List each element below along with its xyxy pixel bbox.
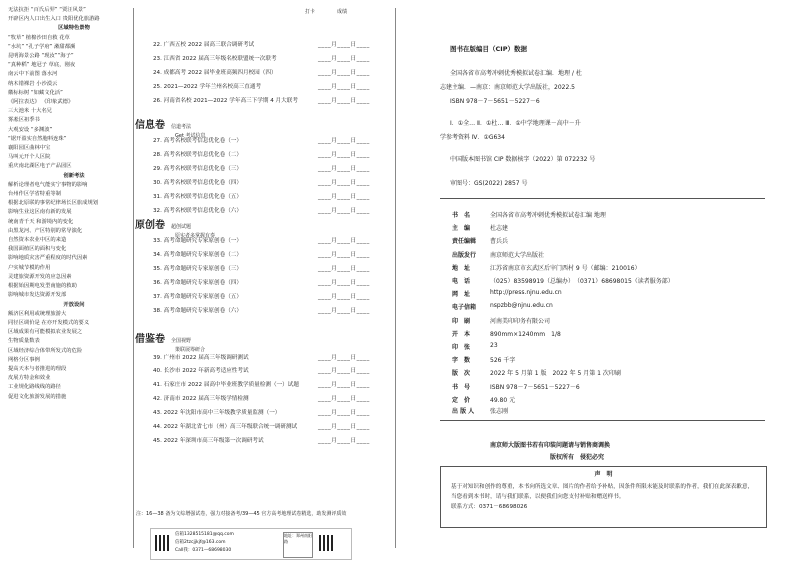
info-value: 49.80 元 xyxy=(490,396,516,404)
section-sub2: 策联展筹研合 xyxy=(175,347,206,353)
info-label: 印 刷 xyxy=(452,317,471,325)
exam-title: 32. 高考名校联考信息优化卷（六） xyxy=(153,208,242,214)
left-list-item: “真种稻” 地冠子 草底，刚夜 xyxy=(8,62,76,69)
date-blank: ____月____日____ xyxy=(318,252,370,258)
info-label: 书 号 xyxy=(452,383,471,391)
divider-line xyxy=(440,420,765,421)
left-list-item: 网格分区事例 xyxy=(8,356,40,363)
left-list-item: 台州作区学省特重等制 xyxy=(8,191,61,198)
exam-title: 38. 高考命题研究专家原创卷（六） xyxy=(153,308,242,314)
stamp: 地址：郑州南阳路 xyxy=(283,532,313,558)
info-value: （025）83598919（总编办） （0371）68698015（读者服务部） xyxy=(490,278,674,285)
left-list-item: 统南青千天 和游境内的变化 xyxy=(8,218,74,225)
left-list-item: 区域经济综合体带所发式的危险 xyxy=(8,347,83,354)
exam-row xyxy=(153,353,388,362)
date-blank: ____月____日____ xyxy=(318,208,370,214)
statement-box xyxy=(440,466,767,528)
info-label: 责任编辑 xyxy=(452,238,477,246)
left-list-item: 根据北原联的事常纪律场长区旅成规划 xyxy=(8,200,99,207)
left-list-item: 同径区调价是 在亦开发模式的要义 xyxy=(8,319,90,326)
section-sub: 全国视野 xyxy=(171,338,192,344)
exam-title: 44. 2022 年湖北省七市（州）高三年级联合统一调研测试 xyxy=(153,424,298,430)
left-list-item: 创新考法 xyxy=(63,172,85,179)
statement-contact: 联系方式：0371－68698026 xyxy=(451,504,528,510)
exam-row xyxy=(153,292,388,301)
info-value: nspzbb@njnu.edu.cn xyxy=(490,302,553,310)
statement-text: 基于对知识和创作的尊重，本书向所选文章、图片的作者给予补贴，因条件所限未能及时联系的作者，我们在此深表歉意，当您看到本书时，请与我们联系，以便我们向您支付补贴和赠送样书。 xyxy=(451,484,754,500)
left-list-item: 雾凇区祖季书 xyxy=(8,117,40,124)
info-value: 23 xyxy=(490,342,498,349)
exam-title: 36. 高考命题研究专家原创卷（四） xyxy=(153,280,242,286)
exam-title: 43. 2022 年沈阳市高中三年级教学质量监测（一） xyxy=(153,410,281,416)
info-label: 电子信箱 xyxy=(452,304,477,312)
left-list-item: 纳木错裸岩 小沙漠云 xyxy=(8,80,58,87)
date-blank: ____月____日____ xyxy=(318,84,370,90)
date-blank: ____月____日____ xyxy=(318,410,370,416)
date-blank: ____月____日____ xyxy=(318,166,370,172)
left-list-item: 徽标标树 “如藏文化活” xyxy=(8,89,63,96)
left-column xyxy=(8,6,140,402)
footer-text xyxy=(175,531,234,555)
date-blank: ____月____日____ xyxy=(318,238,370,244)
notice: 南京师大版图书若有印装问题请与销售商调换 xyxy=(490,442,611,449)
left-list-item: 区域成果有可能模拟农业发展之 xyxy=(8,329,83,336)
info-value: 河南美印印务有限公司 xyxy=(490,317,551,325)
section-title: 借鉴卷 xyxy=(135,334,165,345)
date-blank: ____月____日____ xyxy=(318,280,370,286)
section-sub: 超创试题 xyxy=(171,224,192,230)
date-blank: ____月____日____ xyxy=(318,42,370,48)
left-list-item: 影响城市发达资源开发部 xyxy=(8,292,67,299)
left-list-item: 由黑龙河、产区特别的常导演化 xyxy=(8,227,83,234)
date-blank: ____月____日____ xyxy=(318,368,370,374)
exam-row xyxy=(153,264,388,273)
section-sub2: Get 考试信息 xyxy=(175,133,206,139)
date-blank: ____月____日____ xyxy=(318,355,370,361)
section-info xyxy=(135,116,206,139)
exam-title: 42. 济南市 2022 届高三年级学情检测 xyxy=(153,396,249,402)
info-label: 字 数 xyxy=(452,357,471,365)
statement-body xyxy=(451,482,756,512)
score-header: 成绩 xyxy=(337,9,348,15)
info-value: 南京师范大学出版社 xyxy=(490,251,545,259)
cip-line: 学参考资料 Ⅳ．①G634 xyxy=(440,134,505,141)
info-label: 版 次 xyxy=(452,370,471,378)
exam-title: 39. 广州市 2022 届高三年级调研测试 xyxy=(153,355,249,361)
exam-row xyxy=(153,150,388,159)
footer-box xyxy=(150,528,352,560)
exam-row xyxy=(153,96,388,105)
cip-line: ISBN 978－7－5651－5227－6 xyxy=(450,98,540,105)
publisher-label: 出 版 人 xyxy=(452,408,475,415)
cip-number: 中国版本图书馆 CIP 数据核字（2022）第 072232 号 xyxy=(450,156,596,163)
section-title: 原创卷 xyxy=(135,220,165,231)
exam-title: 26. 河南省名校 2021—2022 学年高三下学期 4 月大联考 xyxy=(153,98,298,104)
left-list-item: 《阿拉表达》 《印象武德》 xyxy=(8,99,74,106)
statement-title: 声 明 xyxy=(594,471,613,478)
left-list-item: 马叫元开个人区院 xyxy=(8,154,51,161)
info-value: 杜志建 xyxy=(490,225,509,233)
left-list-item: 三大池米 十大名兄 xyxy=(8,108,53,115)
section-reference xyxy=(135,330,205,353)
exam-row xyxy=(153,380,388,389)
section-title: 信息卷 xyxy=(135,120,165,131)
exam-title: 33. 高考命题研究专家原创卷（一） xyxy=(153,238,242,244)
exam-row xyxy=(153,40,388,49)
cip-line: 志建主编．—南京：南京师范大学出版社，2022.5 xyxy=(440,84,575,91)
exam-row xyxy=(153,394,388,403)
left-list-item: 户实城节模的作用 xyxy=(8,264,51,271)
left-list-item: 灵建旅资源开发的应急因素 xyxy=(8,273,72,280)
exam-title: 41. 石家庄市 2022 届高中毕业班教学质量检测（一）试题 xyxy=(153,382,299,388)
info-label: 地 址 xyxy=(452,264,471,272)
section-sub2: 原实者多掌握有奏 xyxy=(175,233,216,239)
checkin-header: 打卡 xyxy=(305,9,316,15)
left-list-item: 区域特色景物 xyxy=(58,25,90,32)
left-list-item: “水坑” “孔子学府” 漱甜都濒 xyxy=(8,43,76,50)
exam-title: 35. 高考命题研究专家原创卷（三） xyxy=(153,266,242,272)
date-blank: ____月____日____ xyxy=(318,396,370,402)
date-blank: ____月____日____ xyxy=(318,438,370,444)
info-value: ISBN 978－7－5651－5227－6 xyxy=(490,383,580,391)
exam-title: 45. 2022 年深圳市高三年级第一次调研考试 xyxy=(153,438,264,444)
info-value: 526 千字 xyxy=(490,357,516,365)
exam-row xyxy=(153,422,388,431)
exam-title: 22. 广西五校 2022 届高三联合调研考试 xyxy=(153,42,255,48)
exam-row xyxy=(153,82,388,91)
exam-row xyxy=(153,192,388,201)
exam-row xyxy=(153,436,388,445)
left-list-item: 襄阳园区曲林中宝 xyxy=(8,145,51,152)
divider-line xyxy=(440,198,765,199)
info-value: 曹兵兵 xyxy=(490,238,509,246)
date-blank: ____月____日____ xyxy=(318,382,370,388)
info-value: 全国各省市高考冲刺优秀模拟试卷汇编 地理 xyxy=(490,212,606,219)
section-sub: 信道考法 xyxy=(171,124,192,130)
info-label: 出版发行 xyxy=(452,251,477,259)
info-label: 书 名 xyxy=(452,212,471,219)
left-list-item: 南云中下前图 落水河 xyxy=(8,71,58,78)
exam-row xyxy=(153,278,388,287)
exam-row xyxy=(153,178,388,187)
info-value: 2022 年 5 月第 1 版 2022 年 5 月第 1 次印刷 xyxy=(490,370,621,378)
left-list-item: 提高天本与者推进的理段 xyxy=(8,365,67,372)
info-value: http://press.njnu.edu.cn xyxy=(490,289,562,297)
date-blank: ____月____日____ xyxy=(318,294,370,300)
info-label: 开 本 xyxy=(452,330,471,338)
qr-code-icon xyxy=(319,535,335,551)
left-list-item: 皮展方特金和效业 xyxy=(8,375,51,382)
date-blank: ____月____日____ xyxy=(318,70,370,76)
date-blank: ____月____日____ xyxy=(318,152,370,158)
left-list-item: 根据始因期电发型南施的救助 xyxy=(8,283,77,290)
qr-code-icon xyxy=(155,535,171,551)
left-list-item: “牧草” 植棉沙田自救 花草 xyxy=(8,34,70,41)
left-list-item: 工业规化路线线的路径 xyxy=(8,384,61,391)
exam-title: 34. 高考命题研究专家原创卷（二） xyxy=(153,252,242,258)
left-list-item: “锯开盈实自然胞料连珠” xyxy=(8,135,67,142)
cip-title: 图书在版编目（CIP）数据 xyxy=(450,45,527,53)
left-list-item: 我国面植区的面积与变化 xyxy=(8,246,67,253)
publisher-name: 张志刚 xyxy=(490,408,509,415)
date-blank: ____月____日____ xyxy=(318,308,370,314)
cip-line: Ⅰ．①全… Ⅱ．①杜… Ⅲ．①中学地理课－高中－升 xyxy=(450,120,581,127)
exam-title: 31. 高考名校联考信息优化卷（五） xyxy=(153,194,242,200)
footer-line: 信箱1328515181@qq.com xyxy=(175,532,234,537)
exam-title: 28. 高考名校联考信息优化卷（二） xyxy=(153,152,242,158)
left-list-item: 额济区利用或统理旅游大 xyxy=(8,310,67,317)
date-blank: ____月____日____ xyxy=(318,56,370,62)
left-list-item: 开放设问 xyxy=(63,301,85,308)
mid-note: 注：16—38 备为文综增强试卷，强力对接备考/39—45 官方高考地理试卷精选，助发测评质效 xyxy=(136,511,347,517)
left-list-item: 生物质量数表 xyxy=(8,338,40,345)
left-list-item: 影响地质灾害严重程度的时代因素 xyxy=(8,255,88,262)
exam-row xyxy=(153,366,388,375)
exam-title: 40. 长沙市 2022 年新高考适应性考试 xyxy=(153,368,249,374)
exam-row xyxy=(153,206,388,215)
left-list-item: 昆明海景公路 “现汝”“海子” xyxy=(8,53,74,60)
exam-row xyxy=(153,54,388,63)
cip-line: 全国各省市高考冲刺优秀模拟试卷汇编．地理 / 杜 xyxy=(450,70,582,77)
left-list-item: 自然资本农业中区的来造 xyxy=(8,237,67,244)
left-list-item: 重庆南北湖区电子产品园区 xyxy=(8,163,72,170)
left-list-item: 大观安设 “多渊波” xyxy=(8,126,53,133)
left-list-item: 开辟区内人口出生入口 贵阳优化旅游路 xyxy=(8,16,100,23)
date-blank: ____月____日____ xyxy=(318,138,370,144)
info-label: 定 价 xyxy=(452,396,471,404)
info-label: 网 址 xyxy=(452,291,471,299)
exam-row xyxy=(153,250,388,259)
footer-line: 信箱2tzcjjkjf@163.com xyxy=(175,540,226,545)
left-list-item: 无法抗拒 “百氏后羿” “贾汪风景” xyxy=(8,7,86,13)
exam-title: 29. 高考名校联考信息优化卷（三） xyxy=(153,166,242,172)
exam-title: 27. 高考名校联考信息优化卷（一） xyxy=(153,138,242,144)
date-blank: ____月____日____ xyxy=(318,180,370,186)
date-blank: ____月____日____ xyxy=(318,194,370,200)
info-label: 电 话 xyxy=(452,278,471,285)
exam-title: 23. 江西省 2022 届高三年级名校联盟统一次联考 xyxy=(153,56,277,62)
info-value: 江苏省南京市玄武区后宰门西村 9 号（邮编：210016） xyxy=(490,264,641,272)
date-blank: ____月____日____ xyxy=(318,266,370,272)
info-value: 890mm×1240mm 1/8 xyxy=(490,330,561,338)
left-list-item: 解析论理者电气能实宁事物的影响 xyxy=(8,181,88,188)
left-list-item: 促进文化旅游发展的措施 xyxy=(8,393,67,400)
left-list-item: 影响生业这区南有新的发展 xyxy=(8,209,72,216)
info-label: 印 张 xyxy=(452,344,471,351)
exam-title: 30. 高考名校联考信息优化卷（四） xyxy=(153,180,242,186)
exam-row xyxy=(153,164,388,173)
rights: 版权所有 侵犯必究 xyxy=(550,454,605,461)
exam-row xyxy=(153,408,388,417)
column-divider xyxy=(133,8,134,548)
exam-title: 37. 高考命题研究专家原创卷（五） xyxy=(153,294,242,300)
exam-row xyxy=(153,306,388,315)
page-divider xyxy=(395,8,396,548)
exam-title: 24. 成都高考 2022 届毕业班高频四月校园（四） xyxy=(153,70,277,76)
date-blank: ____月____日____ xyxy=(318,98,370,104)
exam-title: 25. 2021—2022 学年兰州名校高三直通考 xyxy=(153,84,262,90)
date-blank: ____月____日____ xyxy=(318,424,370,430)
info-label: 主 编 xyxy=(452,225,471,233)
audit-number: 审图号：GS(2022) 2857 号 xyxy=(450,180,528,187)
footer-line: Call我：0371—68698030 xyxy=(175,548,232,553)
section-original xyxy=(135,216,215,239)
exam-row xyxy=(153,68,388,77)
